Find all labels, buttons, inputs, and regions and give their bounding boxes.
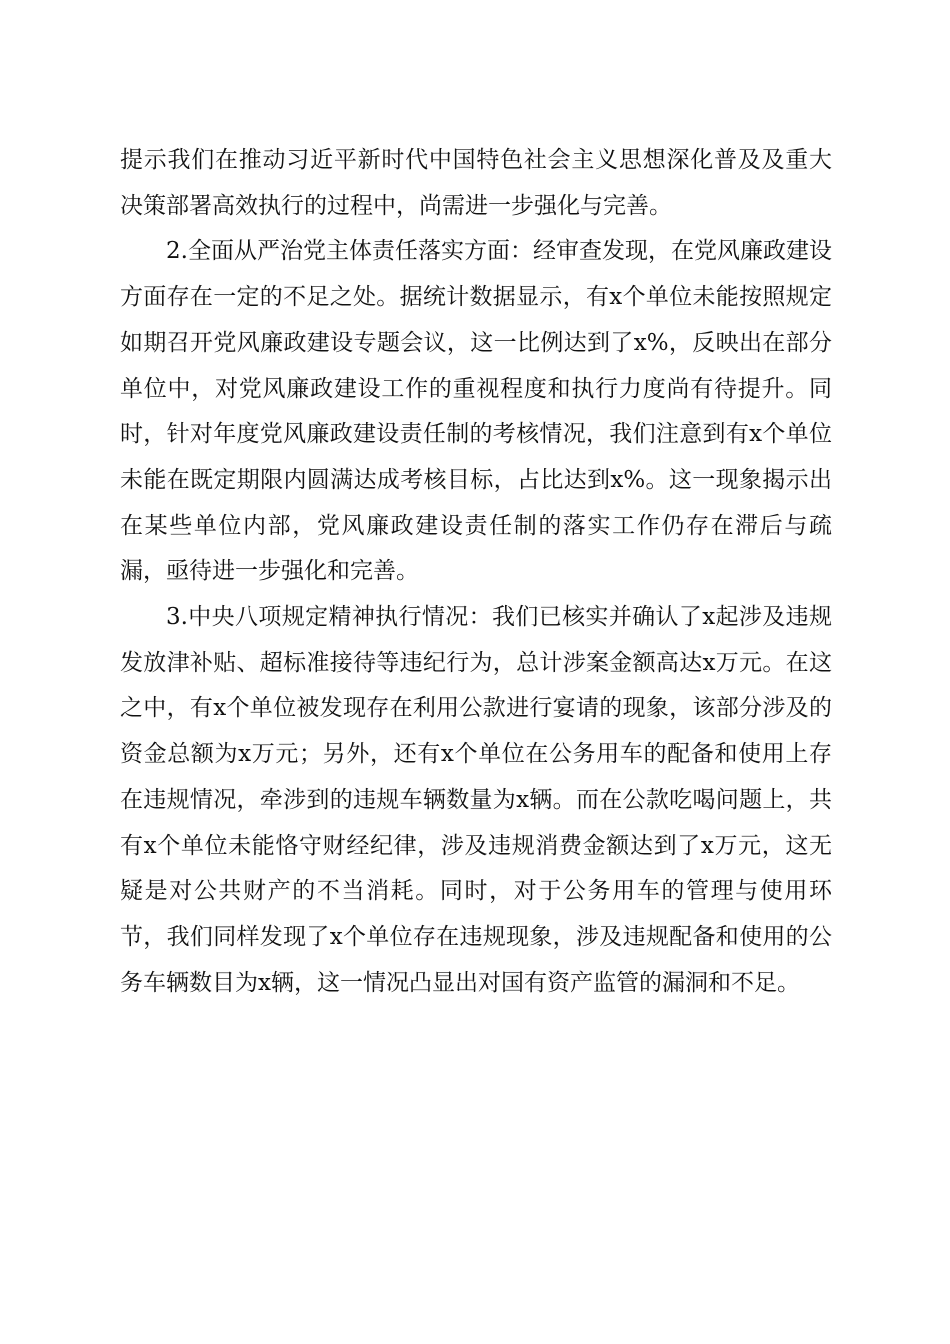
paragraph-party-responsibility: 2.全面从严治党主体责任落实方面：经审查发现，在党风廉政建设方面存在一定的不足之处。据统计数据显示，有x个单位未能按照规定如期召开党风廉政建设专题会议，这一比例达到了x%，反映出在部分单位中，对党风廉政建设工作的重视程度和执行力度尚有待提升。同时，针对年度党风廉政建设责任制的考核情况，我们注意到有x个单位未能在既定期限内圆满达成考核目标，占比达到x%。这一现象揭示出在某些单位内部，党风廉政建设责任制的落实工作仍存在滞后与疏漏，亟待进一步强化和完善。 [120, 238, 832, 585]
document-body [120, 138, 832, 1006]
paragraph-continuation: 提示我们在推动习近平新时代中国特色社会主义思想深化普及及重大决策部署高效执行的过程中，尚需进一步强化与完善。 [120, 147, 832, 219]
paragraph-eight-regulations: 3.中央八项规定精神执行情况：我们已核实并确认了x起涉及违规发放津补贴、超标准接待等违纪行为，总计涉案金额高达x万元。在这之中，有x个单位被发现存在利用公款进行宴请的现象，该部分涉及的资金总额为x万元；另外，还有x个单位在公务用车的配备和使用上存在违规情况，牵涉到的违规车辆数量为x辆。而在公款吃喝问题上，共有x个单位未能恪守财经纪律，涉及违规消费金额达到了x万元，这无疑是对公共财产的不当消耗。同时，对于公务用车的管理与使用环节，我们同样发现了x个单位存在违规现象，涉及违规配备和使用的公务车辆数目为x辆，这一情况凸显出对国有资产监管的漏洞和不足。 [120, 604, 832, 996]
